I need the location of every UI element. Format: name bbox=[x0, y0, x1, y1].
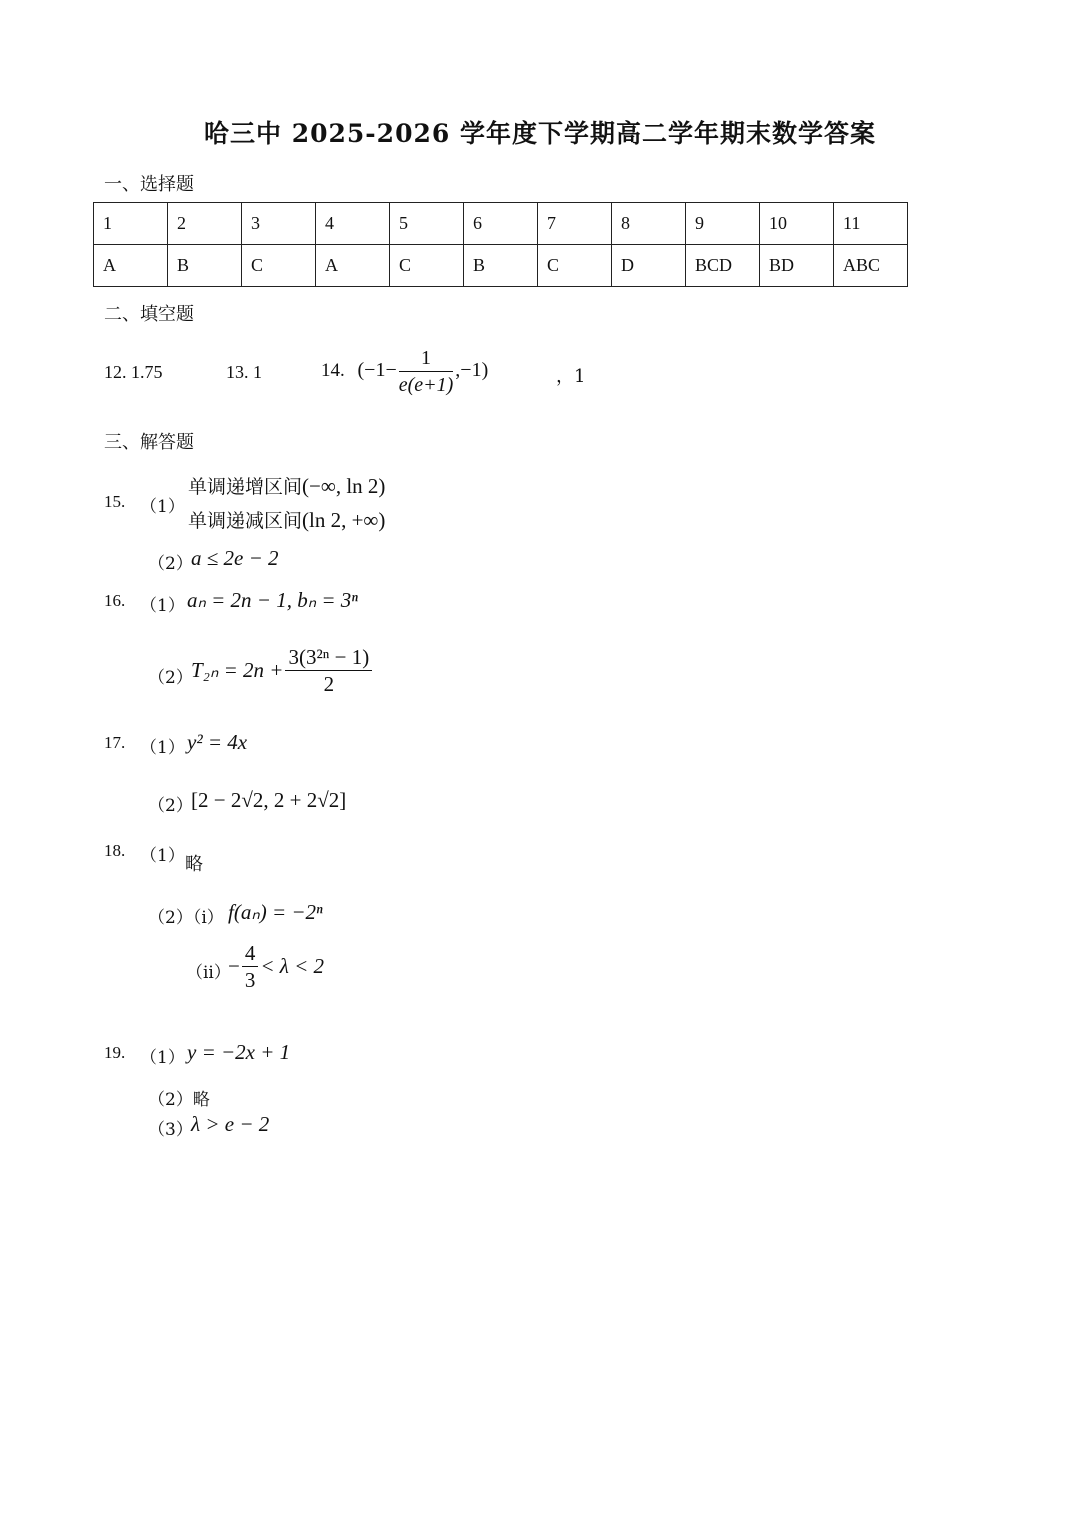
table-cell: 2 bbox=[168, 203, 242, 245]
table-cell: 3 bbox=[242, 203, 316, 245]
q14-label: 14. bbox=[321, 359, 345, 381]
table-cell: BD bbox=[760, 245, 834, 287]
q15-dec-text: 单调递减区间 bbox=[188, 510, 303, 532]
q18-part2ii-answer bbox=[228, 940, 324, 993]
q15-part1-label: （1） bbox=[140, 497, 185, 517]
table-row-answers bbox=[94, 245, 908, 287]
q16-part1-answer: aₙ = 2n − 1, bₙ = 3ⁿ bbox=[187, 588, 358, 612]
q17-part1-answer: y² = 4x bbox=[187, 730, 248, 754]
q17-part2-answer: [2 − 2√2, 2 + 2√2] bbox=[191, 788, 347, 812]
q18-fraction bbox=[242, 940, 259, 993]
table-cell: B bbox=[168, 245, 242, 287]
q15-inc-text: 单调递增区间 bbox=[188, 476, 303, 498]
q15-increasing-interval bbox=[188, 472, 385, 499]
table-cell: D bbox=[612, 245, 686, 287]
q18-denominator: 3 bbox=[244, 968, 256, 992]
q19-part2: （2）略 bbox=[148, 1090, 210, 1110]
q16-numerator: 3(3²ⁿ − 1) bbox=[285, 644, 372, 671]
q19-part1-answer: y = −2x + 1 bbox=[187, 1040, 291, 1064]
q18-numerator: 4 bbox=[242, 940, 259, 967]
q18-part2i-answer: f(aₙ) = −2ⁿ bbox=[228, 900, 323, 924]
table-cell: 6 bbox=[464, 203, 538, 245]
q16-fraction bbox=[285, 644, 372, 697]
q16-part1-label: （1） bbox=[140, 596, 185, 616]
q18-part2-label: （2）（i） bbox=[148, 908, 224, 928]
table-cell: 8 bbox=[612, 203, 686, 245]
table-cell: C bbox=[242, 245, 316, 287]
q19-part3-label: （3） bbox=[148, 1120, 193, 1140]
q19-part3-answer: λ > e − 2 bbox=[191, 1112, 270, 1136]
table-cell: 5 bbox=[390, 203, 464, 245]
section-choice: 一、选择题 bbox=[104, 174, 194, 195]
q14-fraction bbox=[399, 345, 454, 398]
choice-answer-table bbox=[93, 202, 908, 287]
q18-part1-answer: 略 bbox=[185, 854, 203, 875]
table-cell: 10 bbox=[760, 203, 834, 245]
q14-close: ,−1) bbox=[455, 358, 489, 381]
q18-part2ii-label: （ii） bbox=[186, 963, 231, 983]
q18-part1-label: （1） bbox=[140, 846, 185, 866]
q15-part2-answer: a ≤ 2e − 2 bbox=[191, 546, 279, 570]
table-cell: 1 bbox=[94, 203, 168, 245]
table-cell: C bbox=[538, 245, 612, 287]
table-cell: BCD bbox=[686, 245, 760, 287]
q19-part1-label: （1） bbox=[140, 1048, 185, 1068]
minus-sign: − bbox=[228, 954, 240, 978]
q15-label: 15. bbox=[104, 492, 126, 511]
q17-part2-label: （2） bbox=[148, 796, 193, 816]
q16-part2-lhs: T₂ₙ = 2n + bbox=[191, 658, 284, 682]
q18-inequality: < λ < 2 bbox=[260, 954, 325, 978]
q15-inc-math: (−∞, ln 2) bbox=[302, 474, 386, 498]
table-cell: 4 bbox=[316, 203, 390, 245]
section-solve: 三、解答题 bbox=[104, 432, 194, 453]
answer-q14 bbox=[321, 345, 488, 398]
q17-part1-label: （1） bbox=[140, 738, 185, 758]
section-fill: 二、填空题 bbox=[104, 304, 194, 325]
q19-label: 19. bbox=[104, 1043, 126, 1062]
q14-denominator: e(e+1) bbox=[398, 374, 454, 396]
table-cell: C bbox=[390, 245, 464, 287]
table-cell: 11 bbox=[834, 203, 908, 245]
table-cell: A bbox=[316, 245, 390, 287]
q16-part2-label: （2） bbox=[148, 668, 193, 688]
q15-decreasing-interval bbox=[188, 506, 385, 533]
table-row-numbers bbox=[94, 203, 908, 245]
page-title: 哈三中 2025-2026 学年度下学期高二学年期末数学答案 bbox=[204, 119, 876, 148]
q18-label: 18. bbox=[104, 841, 126, 860]
q16-denominator: 2 bbox=[323, 672, 335, 696]
answer-q13: 13. 1 bbox=[226, 362, 262, 382]
q15-part2-label: （2） bbox=[148, 554, 193, 574]
table-cell: 9 bbox=[686, 203, 760, 245]
q14-numerator: 1 bbox=[399, 345, 454, 372]
q16-part2-answer bbox=[191, 644, 374, 697]
table-cell: B bbox=[464, 245, 538, 287]
table-cell: A bbox=[94, 245, 168, 287]
table-cell: 7 bbox=[538, 203, 612, 245]
answer-q14-extra: ，1 bbox=[556, 366, 586, 387]
q17-label: 17. bbox=[104, 733, 126, 752]
q15-dec-math: (ln 2, +∞) bbox=[302, 508, 386, 532]
q16-label: 16. bbox=[104, 591, 126, 610]
table-cell: ABC bbox=[834, 245, 908, 287]
q14-open: (−1− bbox=[357, 358, 397, 381]
answer-q12: 12. 1.75 bbox=[104, 362, 163, 382]
